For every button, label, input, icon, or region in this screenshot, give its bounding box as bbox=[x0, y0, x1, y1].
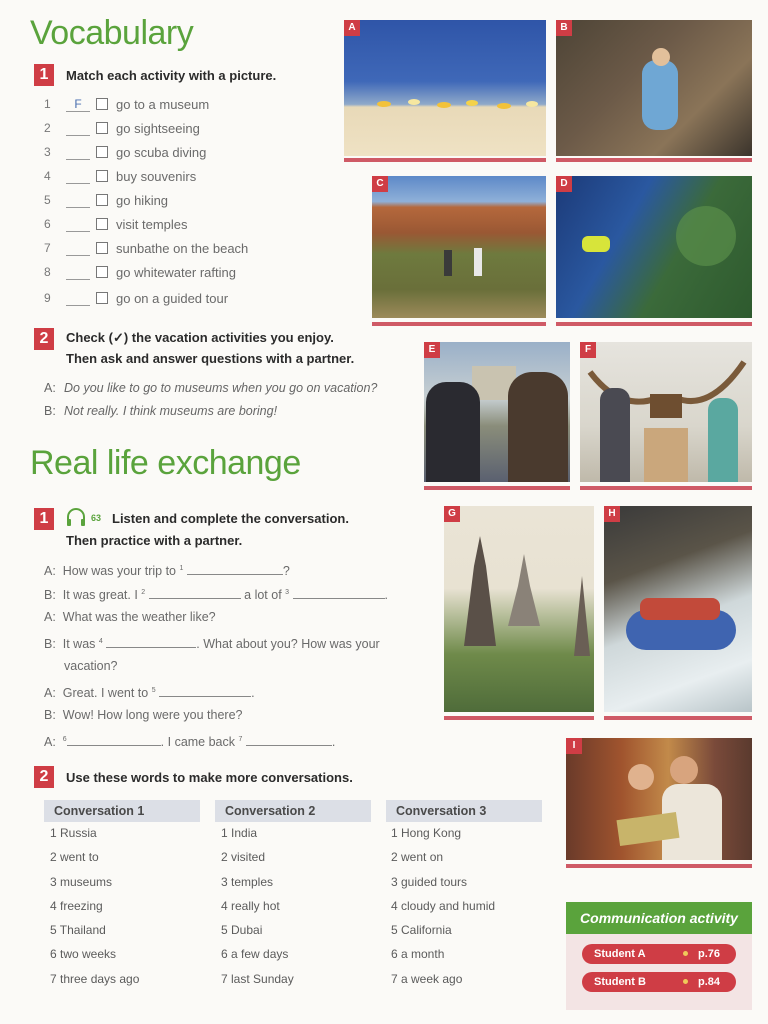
photo-divider bbox=[444, 716, 594, 720]
exercise-instruction: Check (✓) the vacation activities you enjoy. bbox=[66, 330, 334, 345]
checkbox[interactable] bbox=[96, 170, 108, 182]
photo-temples bbox=[444, 506, 594, 712]
photo-label: A bbox=[344, 20, 360, 36]
dialogue-speaker: B: bbox=[44, 637, 56, 651]
activity-item[interactable] bbox=[44, 142, 206, 162]
dialogue-speaker: A: bbox=[44, 686, 56, 700]
dialogue-row bbox=[44, 610, 216, 624]
checkbox[interactable] bbox=[96, 218, 108, 230]
activity-item[interactable] bbox=[44, 238, 248, 258]
activity-item[interactable] bbox=[44, 166, 196, 186]
item-number: 7 bbox=[44, 241, 51, 255]
item-number: 3 bbox=[44, 145, 51, 159]
photo-divider bbox=[372, 322, 546, 326]
blank-number: 4 bbox=[98, 637, 103, 645]
dialogue-text: It was bbox=[62, 637, 99, 651]
umbrellas-icon bbox=[344, 20, 546, 156]
item-number: 4 bbox=[44, 169, 51, 183]
conversation-1-header: Conversation 1 bbox=[44, 800, 200, 822]
answer-blank[interactable] bbox=[187, 562, 283, 575]
exercise-number: 2 bbox=[34, 328, 54, 350]
photo-label: D bbox=[556, 176, 572, 192]
student-b-label: Student B bbox=[594, 976, 646, 988]
conversation-item: 6 a month bbox=[391, 947, 445, 961]
conversation-item: 7 a week ago bbox=[391, 972, 463, 986]
answer-blank[interactable] bbox=[66, 291, 90, 306]
conversation-item: 5 California bbox=[391, 923, 452, 937]
student-a-link[interactable] bbox=[582, 944, 736, 964]
track-number: 63 bbox=[91, 513, 102, 523]
real-life-title: Real life exchange bbox=[30, 444, 301, 482]
conversation-item: 4 cloudy and humid bbox=[391, 899, 496, 913]
dialogue-text: Wow! How long were you there? bbox=[62, 708, 243, 722]
communication-activity-box bbox=[566, 902, 752, 1010]
conversation-2-header: Conversation 2 bbox=[215, 800, 371, 822]
exercise-number: 1 bbox=[34, 508, 54, 530]
photo-guided-tour bbox=[556, 20, 752, 156]
item-number: 2 bbox=[44, 121, 51, 135]
dialogue-row bbox=[44, 562, 290, 578]
conversation-item: 3 museums bbox=[50, 875, 113, 889]
dialogue-speaker: B: bbox=[44, 404, 56, 418]
blank-number: 6 bbox=[62, 735, 67, 743]
item-number: 5 bbox=[44, 193, 51, 207]
dialogue-text: . I came back bbox=[160, 735, 239, 749]
dialogue-speaker: A: bbox=[44, 564, 56, 578]
answer-blank[interactable] bbox=[66, 145, 90, 160]
dialogue-speaker: A: bbox=[44, 381, 56, 395]
answer-blank[interactable] bbox=[66, 193, 90, 208]
answer-blank[interactable] bbox=[149, 586, 241, 599]
photo-hiking bbox=[372, 176, 546, 318]
activity-label: sunbathe on the beach bbox=[116, 240, 249, 256]
student-a-label: Student A bbox=[594, 948, 646, 960]
dialogue-text: a lot of bbox=[240, 588, 286, 602]
checkbox[interactable] bbox=[96, 194, 108, 206]
photo-sightseeing bbox=[424, 342, 570, 482]
activity-label: go to a museum bbox=[116, 96, 210, 112]
activity-item[interactable] bbox=[44, 190, 168, 210]
dialogue-text: . bbox=[251, 686, 255, 700]
activity-label: visit temples bbox=[116, 216, 188, 232]
item-number: 1 bbox=[44, 97, 51, 111]
answer-blank[interactable] bbox=[66, 265, 90, 280]
arrow-icon bbox=[683, 979, 688, 984]
dialogue-text: Great. I went to bbox=[62, 686, 152, 700]
conversation-item: 5 Dubai bbox=[221, 923, 263, 937]
temple-icon bbox=[444, 506, 594, 712]
exercise-number: 1 bbox=[34, 64, 54, 86]
checkbox[interactable] bbox=[96, 266, 108, 278]
activity-item[interactable] bbox=[44, 94, 209, 114]
dialogue-row bbox=[44, 586, 388, 602]
blank-number: 7 bbox=[238, 735, 243, 743]
conversation-item: 2 went to bbox=[50, 850, 99, 864]
student-a-page: p.76 bbox=[697, 948, 720, 960]
dialogue-speaker: A: bbox=[44, 735, 56, 749]
checkbox[interactable] bbox=[96, 292, 108, 304]
answer-blank[interactable] bbox=[66, 169, 90, 184]
activity-label: go scuba diving bbox=[116, 144, 207, 160]
answer-blank[interactable] bbox=[66, 217, 90, 232]
dialogue-speaker: B: bbox=[44, 708, 56, 722]
answer-blank[interactable] bbox=[159, 684, 251, 697]
dialogue-row bbox=[64, 659, 118, 673]
answer-blank[interactable] bbox=[106, 635, 196, 648]
checkbox[interactable] bbox=[96, 98, 108, 110]
exercise-number: 2 bbox=[34, 766, 54, 788]
dialogue-text: ? bbox=[282, 564, 290, 578]
photo-label: C bbox=[372, 176, 388, 192]
photo-beach bbox=[344, 20, 546, 156]
conversation-item: 1 India bbox=[221, 826, 258, 840]
item-number: 8 bbox=[44, 265, 51, 279]
photo-scuba bbox=[556, 176, 752, 318]
photo-souvenirs bbox=[566, 738, 752, 860]
arrow-icon bbox=[683, 951, 688, 956]
answer-blank[interactable]: F bbox=[66, 97, 90, 112]
answer-blank[interactable] bbox=[246, 733, 332, 746]
photo-divider bbox=[556, 322, 752, 326]
conversation-item: 4 really hot bbox=[221, 899, 280, 913]
dialogue-speaker: B: bbox=[44, 588, 56, 602]
conversation-item: 4 freezing bbox=[50, 899, 103, 913]
student-b-page: p.84 bbox=[697, 976, 720, 988]
conversation-item: 5 Thailand bbox=[50, 923, 106, 937]
answer-blank[interactable] bbox=[67, 733, 161, 746]
activity-label: go sightseeing bbox=[116, 120, 200, 136]
dialogue-row bbox=[44, 733, 335, 749]
conversation-item: 7 last Sunday bbox=[221, 972, 294, 986]
blank-number: 1 bbox=[179, 564, 184, 572]
photo-divider bbox=[556, 158, 752, 162]
conversation-item: 1 Russia bbox=[50, 826, 97, 840]
vocabulary-title: Vocabulary bbox=[30, 14, 194, 52]
checkbox[interactable] bbox=[96, 122, 108, 134]
photo-museum bbox=[580, 342, 752, 482]
conversation-item: 2 visited bbox=[221, 850, 266, 864]
dialogue-line: Not really. I think museums are boring! bbox=[64, 404, 278, 418]
photo-label: H bbox=[604, 506, 620, 522]
dialogue-text: . What about you? How was your bbox=[196, 637, 380, 651]
dialogue-text: What was the weather like? bbox=[62, 610, 216, 624]
communication-activity-title: Communication activity bbox=[566, 902, 752, 934]
activity-label: go whitewater rafting bbox=[116, 264, 236, 280]
dialogue-row bbox=[44, 708, 242, 722]
photo-rafting bbox=[604, 506, 752, 712]
photo-label: F bbox=[580, 342, 596, 358]
dialogue-text: It was great. I bbox=[62, 588, 142, 602]
photo-divider bbox=[344, 158, 546, 162]
answer-blank[interactable] bbox=[293, 586, 385, 599]
activity-item[interactable] bbox=[44, 288, 228, 308]
dialogue-speaker: A: bbox=[44, 610, 56, 624]
blank-number: 2 bbox=[141, 588, 146, 596]
conversation-item: 2 went on bbox=[391, 850, 444, 864]
item-number: 9 bbox=[44, 291, 51, 305]
photo-divider bbox=[604, 716, 752, 720]
blank-number: 5 bbox=[151, 686, 156, 694]
dialogue-row bbox=[44, 684, 255, 700]
exercise-instruction: Then practice with a partner. bbox=[66, 533, 243, 548]
dialogue-text: How was your trip to bbox=[62, 564, 180, 578]
dialogue-line: Do you like to go to museums when you go on vacation? bbox=[64, 381, 378, 395]
headphones-icon[interactable] bbox=[64, 505, 88, 534]
activity-label: go hiking bbox=[116, 192, 169, 208]
exercise-instruction: Use these words to make more conversations. bbox=[66, 770, 353, 785]
activity-item[interactable] bbox=[44, 118, 200, 138]
photo-divider bbox=[424, 486, 570, 490]
blank-number: 3 bbox=[285, 588, 290, 596]
student-b-link[interactable] bbox=[582, 972, 736, 992]
answer-blank[interactable] bbox=[66, 241, 90, 256]
answer-blank[interactable] bbox=[66, 121, 90, 136]
dialogue-text: . bbox=[384, 588, 389, 602]
activity-label: go on a guided tour bbox=[116, 290, 229, 306]
conversation-item: 6 two weeks bbox=[50, 947, 117, 961]
dialogue-row bbox=[44, 635, 380, 651]
exercise-instruction: Then ask and answer questions with a partner. bbox=[66, 351, 355, 366]
exercise-instruction: Listen and complete the conversation. bbox=[112, 511, 349, 526]
photo-label: B bbox=[556, 20, 572, 36]
conversation-item: 6 a few days bbox=[221, 947, 289, 961]
dialogue-text: vacation? bbox=[64, 659, 118, 673]
conversation-item: 3 guided tours bbox=[391, 875, 468, 889]
conversation-item: 3 temples bbox=[221, 875, 274, 889]
conversation-item: 1 Hong Kong bbox=[391, 826, 462, 840]
photo-label: I bbox=[566, 738, 582, 754]
conversation-item: 7 three days ago bbox=[50, 972, 140, 986]
photo-label: E bbox=[424, 342, 440, 358]
activity-label: buy souvenirs bbox=[116, 168, 197, 184]
activity-item[interactable] bbox=[44, 262, 236, 282]
dialogue-text: . bbox=[331, 735, 336, 749]
activity-item[interactable] bbox=[44, 214, 188, 234]
photo-divider bbox=[580, 486, 752, 490]
photo-label: G bbox=[444, 506, 460, 522]
conversation-3-header: Conversation 3 bbox=[386, 800, 542, 822]
checkbox[interactable] bbox=[96, 242, 108, 254]
item-number: 6 bbox=[44, 217, 51, 231]
photo-divider bbox=[566, 864, 752, 868]
checkbox[interactable] bbox=[96, 146, 108, 158]
exercise-instruction: Match each activity with a picture. bbox=[66, 68, 277, 83]
